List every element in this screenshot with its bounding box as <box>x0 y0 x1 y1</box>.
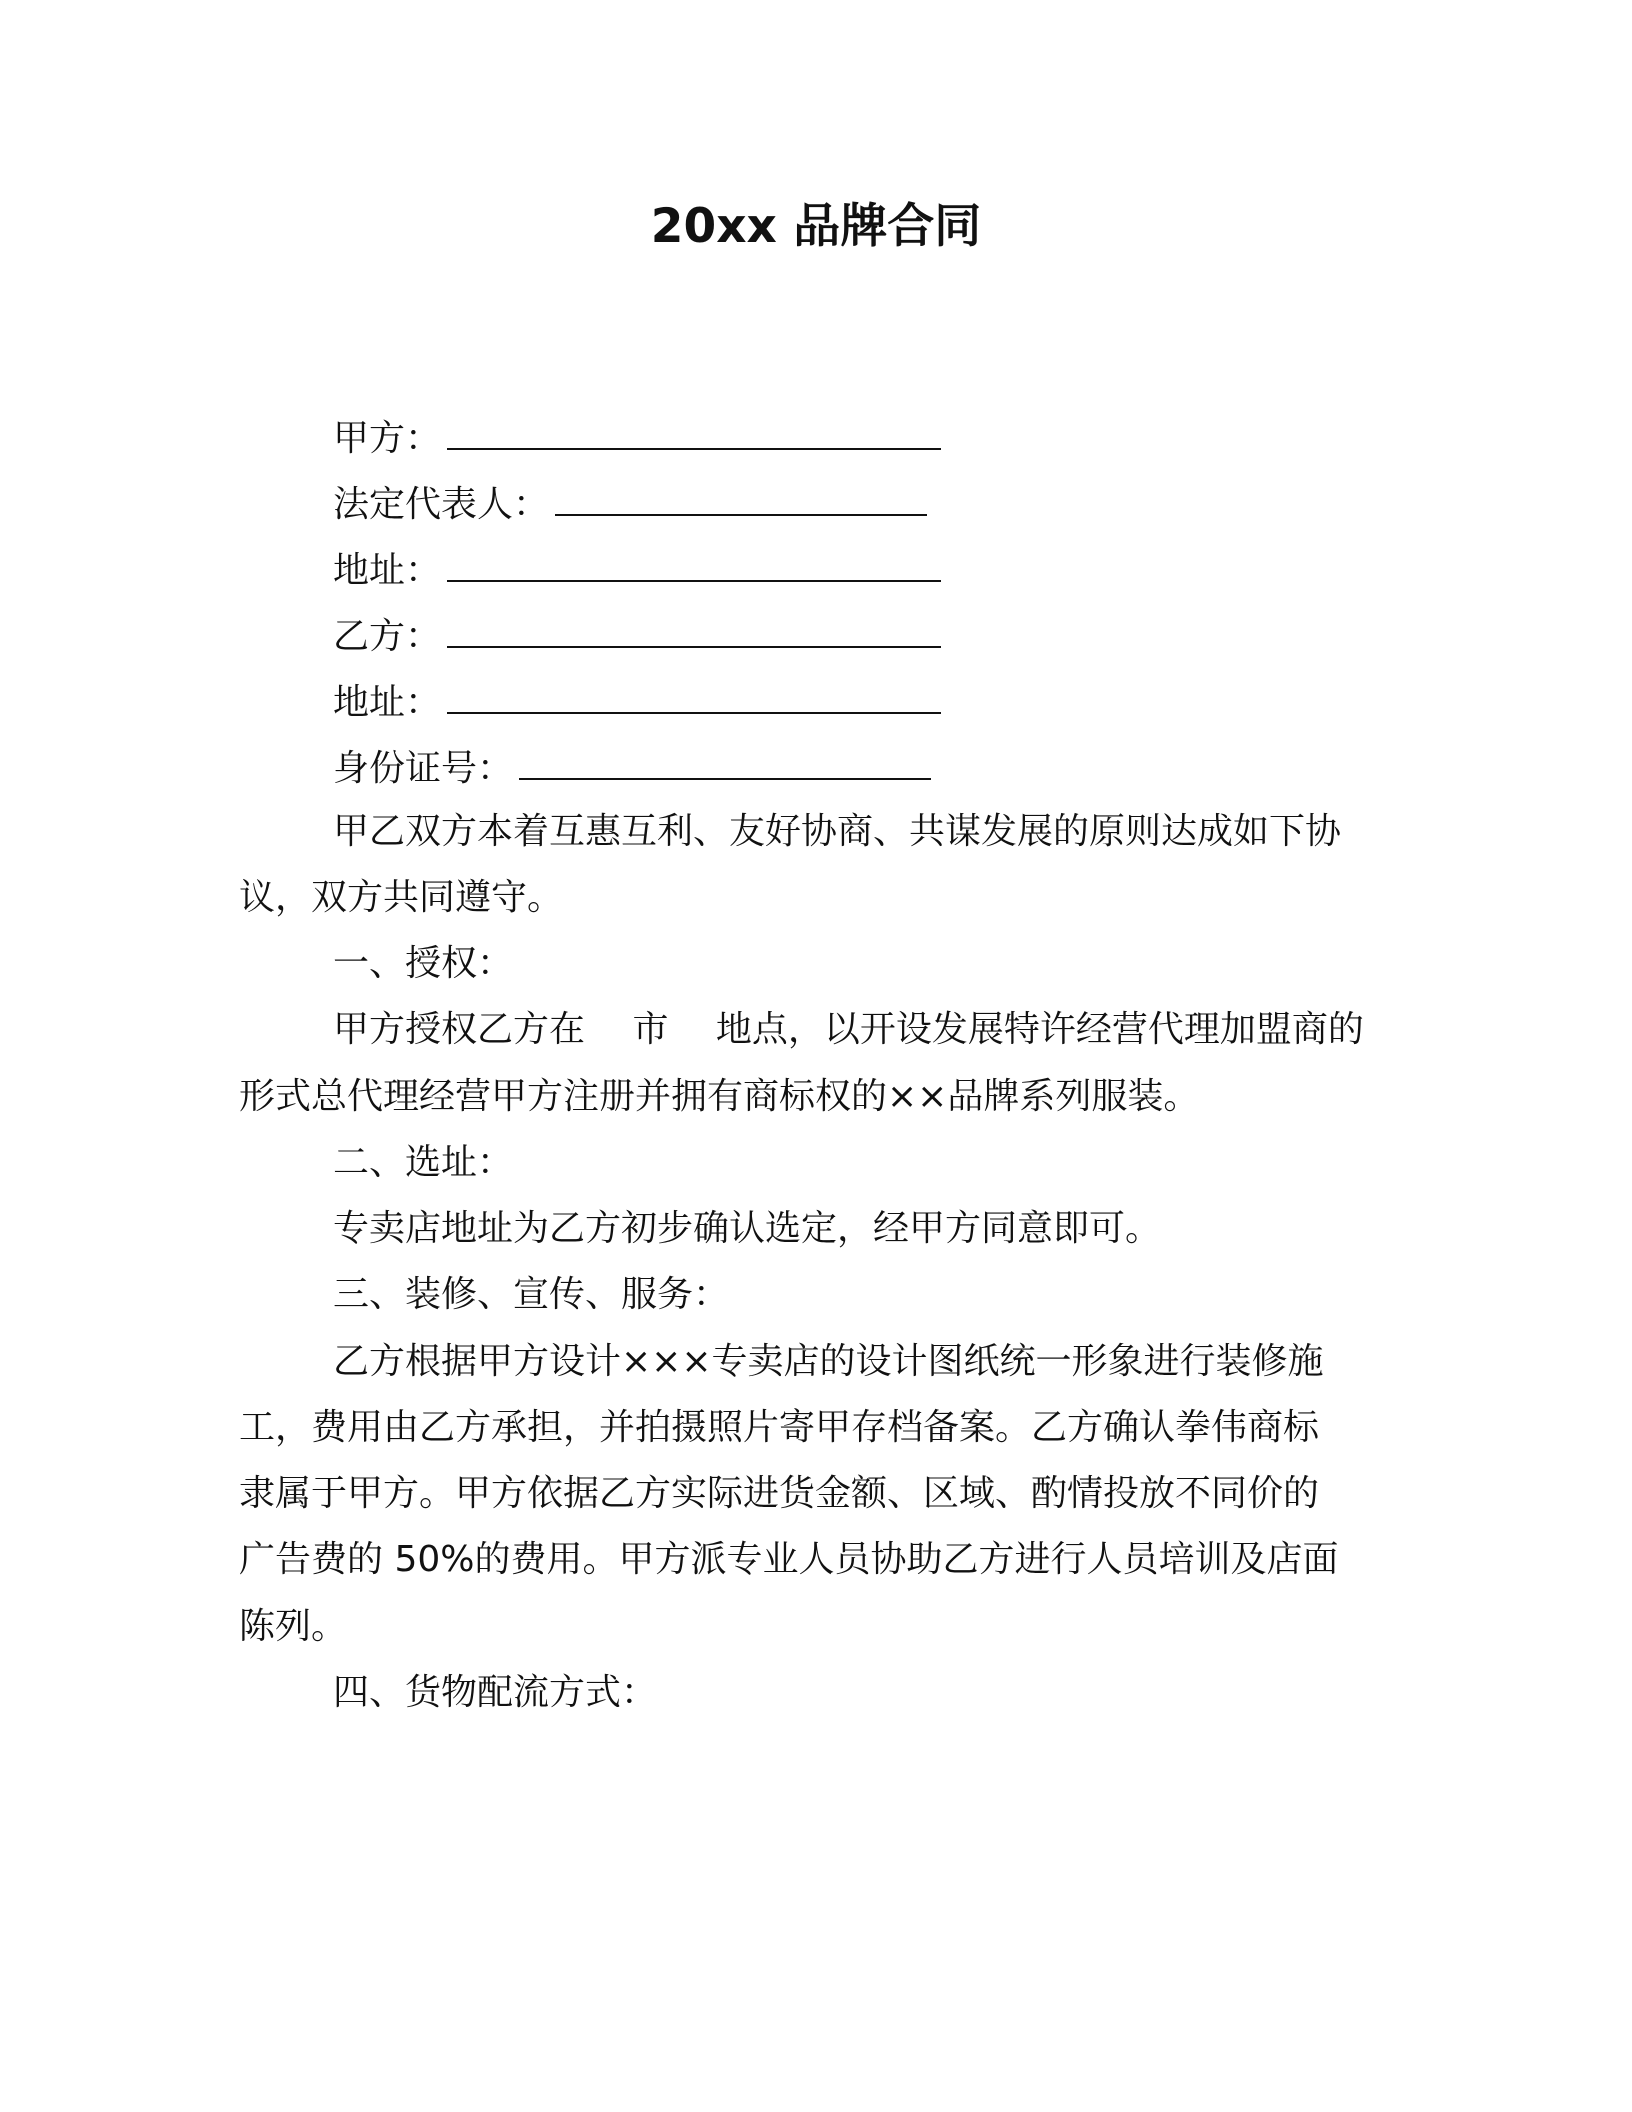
field-label: 地址： <box>333 682 442 723</box>
field-label: 法定代表人： <box>333 484 550 525</box>
paragraph-line: 工，费用由乙方承担，并拍摄照片寄甲存档备案。乙方确认拳伟商标 <box>239 1407 1320 1448</box>
paragraph-line: 陈列。 <box>239 1606 348 1647</box>
section-heading: 一、授权： <box>333 943 514 984</box>
fill-blank <box>447 674 941 714</box>
field-label: 乙方： <box>333 616 442 657</box>
field-label: 身份证号： <box>333 748 514 789</box>
fill-blank <box>447 608 941 648</box>
fill-blank <box>447 410 941 450</box>
section-heading: 二、选址： <box>333 1142 514 1183</box>
paragraph-line: 甲乙双方本着互惠互利、友好协商、共谋发展的原则达成如下协 <box>333 811 1342 852</box>
field-address-b <box>333 674 941 728</box>
fill-blank <box>519 740 931 780</box>
paragraph-line: 隶属于甲方。甲方依据乙方实际进货金额、区域、酌情投放不同价的 <box>239 1473 1320 1514</box>
field-id-number <box>333 740 931 794</box>
paragraph-line: 乙方根据甲方设计×××专卖店的设计图纸统一形象进行装修施 <box>333 1341 1324 1382</box>
fill-blank <box>555 476 927 516</box>
field-label: 地址： <box>333 550 442 591</box>
paragraph-line: 专卖店地址为乙方初步确认选定，经甲方同意即可。 <box>333 1208 1162 1249</box>
section-heading: 三、装修、宣传、服务： <box>333 1274 730 1315</box>
field-legal-representative <box>333 476 927 530</box>
field-address-a <box>333 542 941 596</box>
section-heading: 四、货物配流方式： <box>333 1672 658 1713</box>
fill-blank <box>447 542 941 582</box>
field-party-b <box>333 608 941 662</box>
field-party-a <box>333 410 941 464</box>
paragraph-line: 形式总代理经营甲方注册并拥有商标权的××品牌系列服装。 <box>239 1076 1200 1117</box>
paragraph-line: 广告费的 50%的费用。甲方派专业人员协助乙方进行人员培训及店面 <box>239 1539 1339 1580</box>
field-label: 甲方： <box>333 418 442 459</box>
paragraph-line: 甲方授权乙方在 市 地点，以开设发展特许经营代理加盟商的 <box>333 1009 1364 1050</box>
paragraph-line: 议，双方共同遵守。 <box>239 877 564 918</box>
document-title: 20xx 品牌合同 <box>650 199 982 254</box>
